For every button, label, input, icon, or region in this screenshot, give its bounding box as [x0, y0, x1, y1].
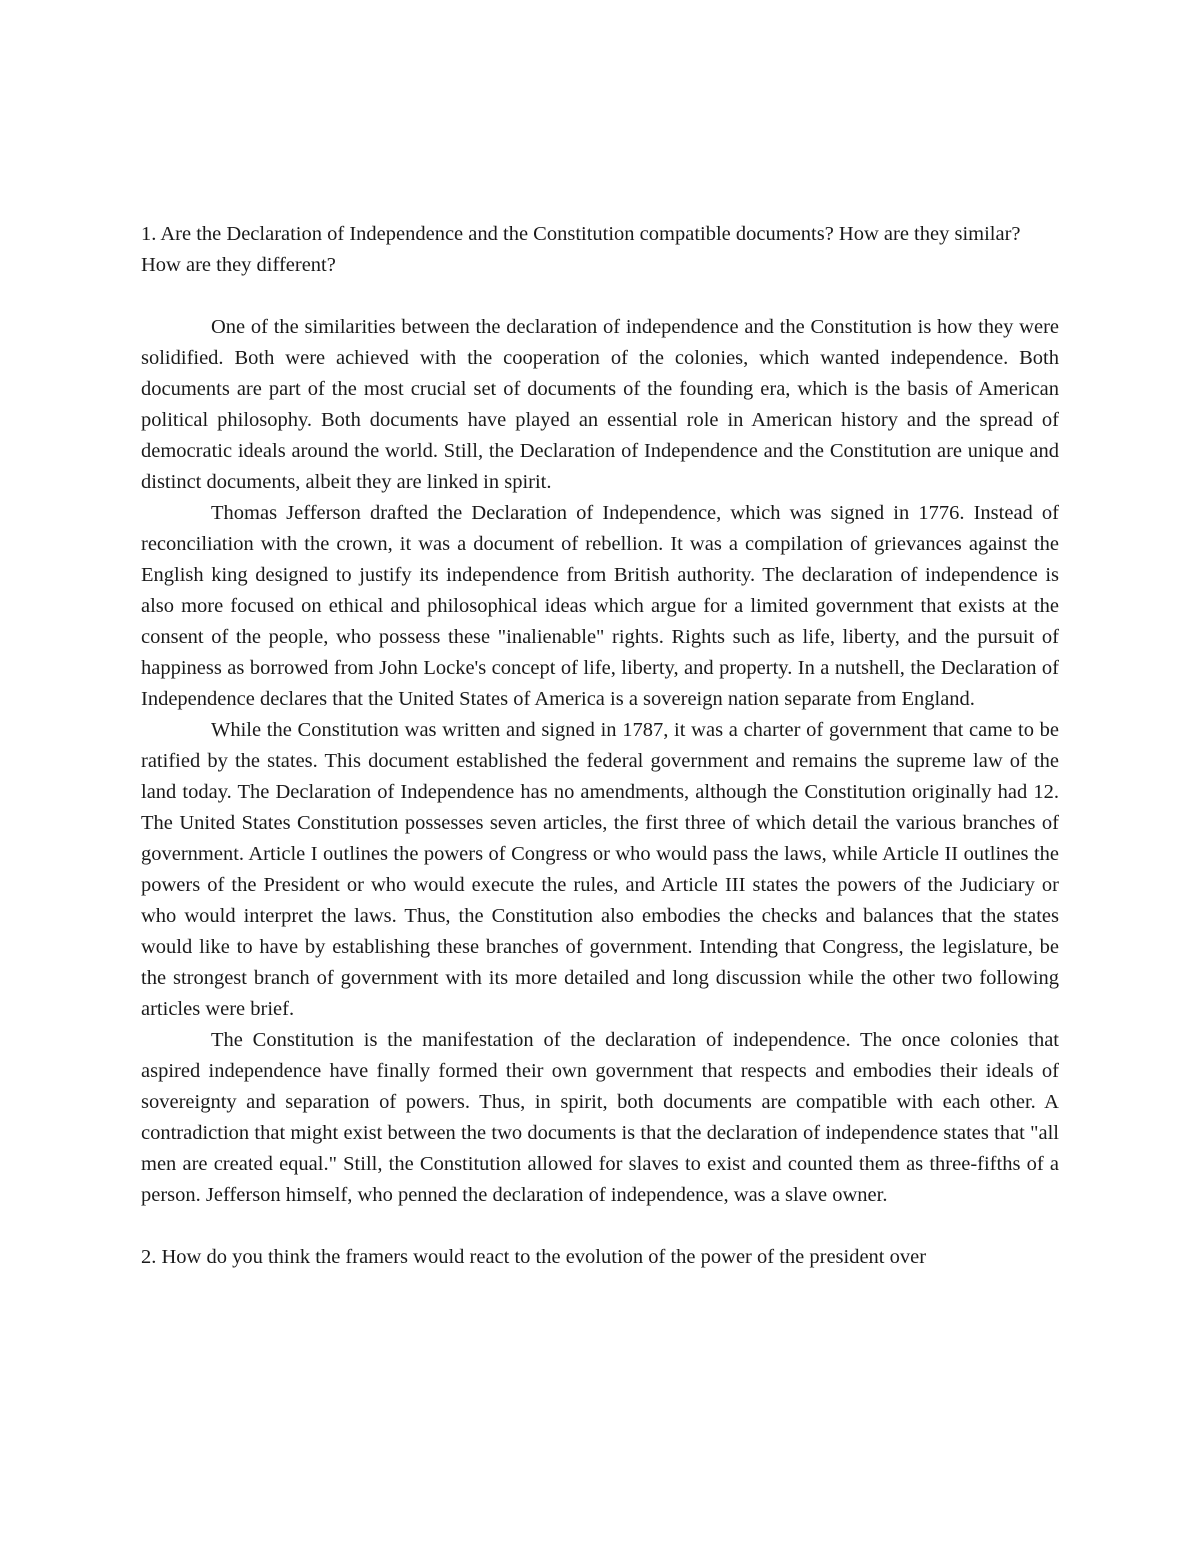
paragraph-constitution: While the Constitution was written and signed in 1787, it was a charter of government that came to be ratified by the states. This document established the federal government and remains the supreme law of the land today. The Declaration of Independence has no amendments, although the Constitution originally had 12. The United States Constitution possesses seven articles, the first three of which detail the various branches of government. Article I outlines the powers of Congress or who would pass the laws, while Article II outlines the powers of the President or who would execute the rules, and Article III states the powers of the Judiciary or who would interpret the laws. Thus, the Constitution also embodies the checks and balances that the states would like to have by establishing these branches of government. Intending that Congress, the legislature, be the strongest branch of government with its more detailed and long discussion while the other two following articles were brief.	[141, 719, 1059, 1020]
document-body	[141, 219, 1059, 1273]
question-2: 2. How do you think the framers would react to the evolution of the power of the president over	[141, 1246, 927, 1268]
paragraph-declaration: Thomas Jefferson drafted the Declaration of Independence, which was signed in 1776. Instead of reconciliation with the crown, it was a document of rebellion. It was a compilation of grievances against the English king designed to justify its independence from British authority. The declaration of independence is also more focused on ethical and philosophical ideas which argue for a limited government that exists at the consent of the people, who possess these "inalienable" rights. Rights such as life, liberty, and the pursuit of happiness as borrowed from John Locke's concept of life, liberty, and property. In a nutshell, the Declaration of Independence declares that the United States of America is a sovereign nation separate from England.	[141, 502, 1059, 710]
question-1: 1. Are the Declaration of Independence and the Constitution compatible documents? How are they similar? How are they different?	[141, 223, 1021, 276]
paragraph-similarities: One of the similarities between the declaration of independence and the Constitution is how they were solidified. Both were achieved with the cooperation of the colonies, which wanted independence. Both documents are part of the most crucial set of documents of the founding era, which is the basis of American political philosophy. Both documents have played an essential role in American history and the spread of democratic ideals around the world. Still, the Declaration of Independence and the Constitution are unique and distinct documents, albeit they are linked in spirit.	[141, 316, 1059, 493]
paragraph-conclusion: The Constitution is the manifestation of the declaration of independence. The once colonies that aspired independence have finally formed their own government that respects and embodies their ideals of sovereignty and separation of powers. Thus, in spirit, both documents are compatible with each other. A contradiction that might exist between the two documents is that the declaration of independence states that "all men are created equal." Still, the Constitution allowed for slaves to exist and counted them as three-fifths of a person. Jefferson himself, who penned the declaration of independence, was a slave owner.	[141, 1029, 1059, 1206]
